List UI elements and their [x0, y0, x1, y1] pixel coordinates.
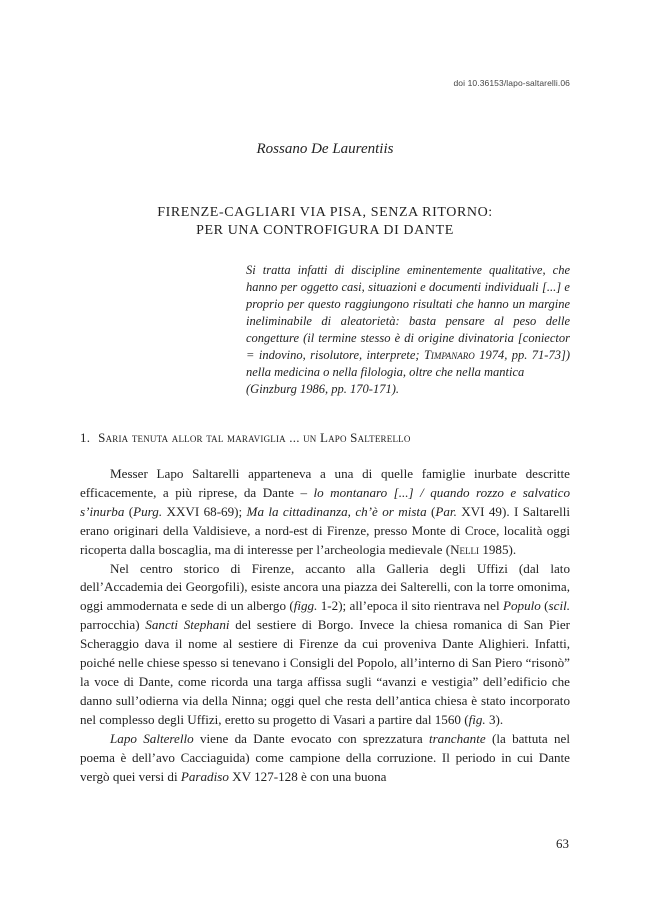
- author-name: Rossano De Laurentiis: [256, 141, 394, 157]
- section-number: 1.: [80, 430, 91, 445]
- paragraph-2: Nel centro storico di Firenze, accanto alla Galleria degli Uffizi (dal lato dell’Accademia dei Georgofili), esiste ancora una piazza dei Salterelli, con la torre omonima, oggi ammodernata e sede di un albergo (figg. 1-2); all’epoca il sito rientrava nel Populo (scil. parrocchia) Sancti Stephani del sestiere di Borgo. Invece la chiesa romanica di San Pier Scheraggio dava il nome al sestiere di Firenze da cui proveniva Dante Alighieri. Infatti, poiché nelle chiese spesso si tenevano i Consigli del Popolo, all’interno di San Piero “risonò” la voce di Dante, come ricorda una targa affissa sugli “avanzi e vestigia” dell’edificio che danno sull’odierna via della Ninna; oggi quel che resta dell’antica chiesa è stato incorporato nel complesso degli Uffizi, eretto su progetto di Vasari a partire dal 1560 (fig. 3).: [80, 560, 570, 727]
- paragraph-1: Messer Lapo Saltarelli apparteneva a una di quelle famiglie inurbate descritte efficacemente, a più riprese, da Dante – lo montanaro [...] / quando rozzo e salvatico s’inurba (Purg. XXVI 68-69); Ma la cittadinanza, ch’è or mista (Par. XVI 49). I Saltarelli erano originari della Valdisieve, a nord-est di Firenze, presso Monte di Croce, località oggi ricoperta dalla boscaglia, ma di interesse per l’archeologia medievale (Nelli 1985).: [80, 466, 570, 557]
- section-title: Saria tenuta allor tal maraviglia ... un Lapo Salterello: [98, 430, 411, 445]
- section-heading: [80, 430, 570, 446]
- paragraph-3: Lapo Salterello viene da Dante evocato con sprezzatura tranchante (la battuta nel poema è dell’avo Cacciaguida) come campione della corruzione. Il periodo in cui Dante vergò quei versi di Paradiso XV 127-128 è con una buona: [80, 730, 570, 784]
- article-title: [0, 204, 650, 240]
- epigraph: Si tratta infatti di discipline eminentemente qualitative, che hanno per oggetto casi, situazioni e documenti individuali [...] e proprio per questo raggiungono risultati che hanno un margine ineliminabile di aleatorietà: basta pensare al peso delle congetture (il termine stesso è di origine divinatoria [coniector = indovino, risolutore, interprete; Timpanaro 1974, pp. 71-73]) nella medicina o nella filologia, oltre che nella mantica (Ginzburg 1986, pp. 170-171).: [246, 263, 570, 396]
- body-text: [80, 465, 570, 786]
- doi-label: doi 10.36153/lapo-saltarelli.06: [453, 78, 570, 88]
- page-number: 63: [556, 836, 569, 851]
- epigraph-citation: (Ginzburg 1986, pp. 170-171).: [246, 382, 400, 396]
- title-line-1: FIRENZE-CAGLIARI VIA PISA, SENZA RITORNO:: [157, 205, 493, 220]
- title-line-2: PER UNA CONTROFIGURA DI DANTE: [196, 223, 454, 238]
- epigraph-author-smallcaps: Timpanaro: [423, 348, 475, 362]
